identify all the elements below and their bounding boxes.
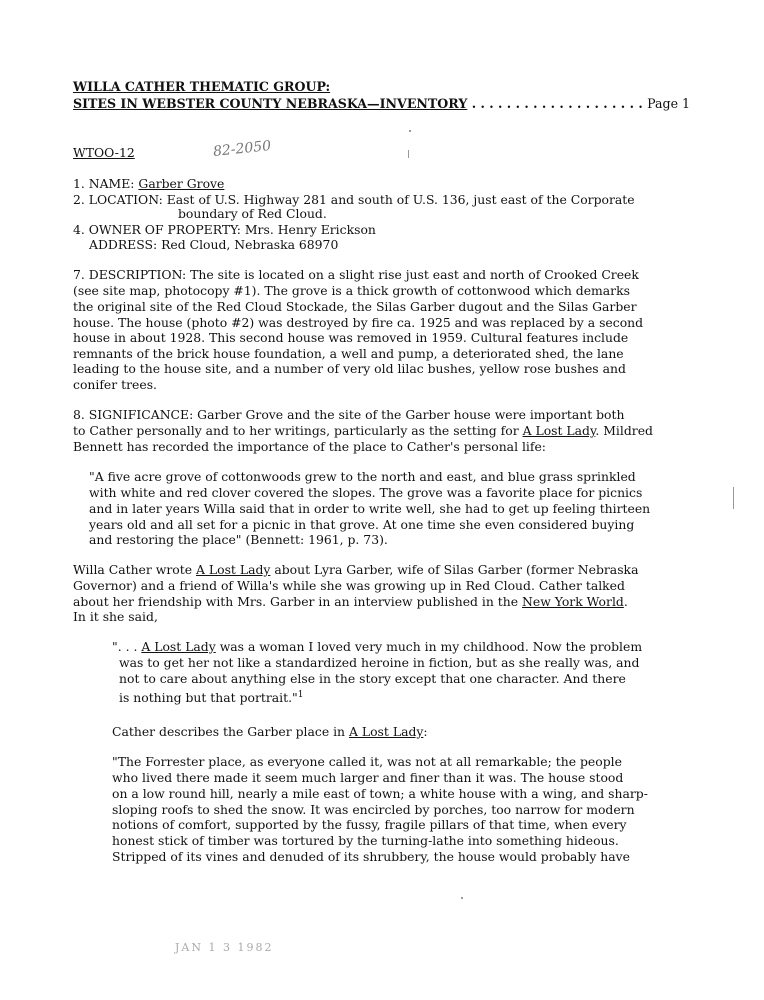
- location-line2: boundary of Red Cloud.: [178, 206, 327, 221]
- book-title: A Lost Lady: [348, 724, 424, 739]
- address-row: [89, 237, 338, 253]
- name-value: Garber Grove: [138, 176, 225, 191]
- para3-text: Cather describes the Garber place in: [112, 724, 349, 739]
- para2-text: .: [623, 594, 628, 609]
- address-value: Red Cloud, Nebraska 68970: [161, 237, 339, 252]
- quote3-line: sloping roofs to shed the snow. It was encircled by porches, too narrow for modern: [112, 802, 635, 817]
- header-subtitle: SITES IN WEBSTER COUNTY NEBRASKA—INVENTORY: [73, 96, 468, 111]
- quote2-text: was a woman I loved very much in my childhood. Now the problem: [215, 639, 643, 654]
- quote1-line: and restoring the place" (Bennett: 1961, p. 73).: [89, 532, 388, 547]
- para3-line: [112, 724, 428, 740]
- para2-text: about Lyra Garber, wife of Silas Garber (former Nebraska: [270, 562, 639, 577]
- para2-line: [73, 562, 638, 578]
- quote2-line: not to care about anything else in the story except that one character. And there: [119, 671, 626, 686]
- quote1-line: with white and red clover covered the slopes. The grove was a favorite place for picnics: [89, 485, 643, 500]
- description-line: remnants of the brick house foundation, a well and pump, a deteriorated shed, the lane: [73, 346, 624, 361]
- quote1-line: "A five acre grove of cottonwoods grew to the north and east, and blue grass sprinkled: [89, 469, 636, 484]
- para2-line: In it she said,: [73, 609, 158, 624]
- para3-text: :: [423, 724, 428, 739]
- para2-text: about her friendship with Mrs. Garber in an interview published in the: [73, 594, 523, 609]
- header-subtitle-row: [73, 96, 690, 112]
- book-title: A Lost Lady: [141, 639, 216, 654]
- para2-line: Governor) and a friend of Willa's while she was growing up in Red Cloud. Cather talked: [73, 578, 625, 593]
- quote1-line: years old and all set for a picnic in that grove. At one time she even considered buying: [89, 517, 635, 532]
- header-leader: . . . . . . . . . . . . . . . . . . . .: [471, 96, 643, 111]
- quote2-text: ". . .: [112, 639, 142, 654]
- significance-line: 8. SIGNIFICANCE: Garber Grove and the site of the Garber house were important both: [73, 407, 625, 422]
- owner-row: [73, 222, 376, 238]
- significance-line: [73, 423, 653, 439]
- description-line: 7. DESCRIPTION: The site is located on a slight rise just east and north of Crooked Creek: [73, 267, 639, 282]
- quote3-line: honest stick of timber was tortured by the turning-lathe into something hideous.: [112, 833, 619, 848]
- quote3-line: "The Forrester place, as everyone called it, was not at all remarkable; the people: [112, 754, 622, 769]
- name-row: [73, 176, 224, 192]
- speck-mark: [409, 130, 411, 132]
- book-title: A Lost Lady: [522, 423, 596, 438]
- significance-line: Bennett has recorded the importance of the place to Cather's personal life:: [73, 439, 546, 454]
- quote2-line: was to get her not like a standardized heroine in fiction, but as she really was, and: [119, 655, 640, 670]
- name-label: 1. NAME:: [73, 176, 135, 191]
- quote1-line: and in later years Willa said that in order to write well, she had to get up feeling thirteen: [89, 501, 651, 516]
- description-line: house. The house (photo #2) was destroyed by fire ca. 1925 and was replaced by a second: [73, 315, 644, 330]
- speck-mark: [461, 897, 463, 899]
- para2-line: [73, 594, 628, 610]
- para2-text: Willa Cather wrote: [73, 562, 196, 577]
- handwritten-note: 82-2050: [212, 138, 272, 160]
- quote2-line: [119, 687, 304, 706]
- footnote-marker: 1: [297, 690, 304, 700]
- speck-mark: [408, 150, 409, 158]
- quote3-line: Stripped of its vines and denuded of its shrubbery, the house would probably have: [112, 849, 630, 864]
- site-id: WTOO-12: [73, 145, 135, 160]
- quote3-line: on a low round hill, nearly a mile east of town; a white house with a wing, and sharp-: [112, 786, 648, 801]
- location-label: 2. LOCATION:: [73, 192, 163, 207]
- owner-label: 4. OWNER OF PROPERTY:: [73, 222, 241, 237]
- location-line1: East of U.S. Highway 281 and south of U.S. 136, just east of the Corporate: [166, 192, 635, 207]
- date-stamp: JAN 1 3 1982: [175, 941, 274, 954]
- description-line: the original site of the Red Cloud Stockade, the Silas Garber dugout and the Silas Garber: [73, 299, 637, 314]
- quote2-line: [112, 639, 642, 655]
- newspaper-title: New York World: [522, 594, 624, 609]
- description-line: (see site map, photocopy #1). The grove is a thick growth of cottonwood which demarks: [73, 283, 630, 298]
- address-label: ADDRESS:: [89, 237, 158, 252]
- significance-text: to Cather personally and to her writings, particularly as the setting for: [73, 423, 523, 438]
- header-title: WILLA CATHER THEMATIC GROUP:: [73, 79, 331, 94]
- page-number: Page 1: [647, 96, 691, 111]
- description-line: house in about 1928. This second house was removed in 1959. Cultural features include: [73, 330, 629, 345]
- description-line: leading to the house site, and a number of very old lilac bushes, yellow rose bushes and: [73, 361, 626, 376]
- owner-value: Mrs. Henry Erickson: [244, 222, 376, 237]
- description-line: conifer trees.: [73, 377, 157, 392]
- quote3-line: who lived there made it seem much larger and finer than it was. The house stood: [112, 770, 624, 785]
- margin-mark: [733, 487, 734, 509]
- quote3-line: notions of comfort, supported by the fussy, fragile pillars of that time, when every: [112, 817, 627, 832]
- location-row: [73, 192, 635, 208]
- significance-text: . Mildred: [595, 423, 653, 438]
- book-title: A Lost Lady: [196, 562, 271, 577]
- quote2-text: is nothing but that portrait.": [119, 690, 298, 706]
